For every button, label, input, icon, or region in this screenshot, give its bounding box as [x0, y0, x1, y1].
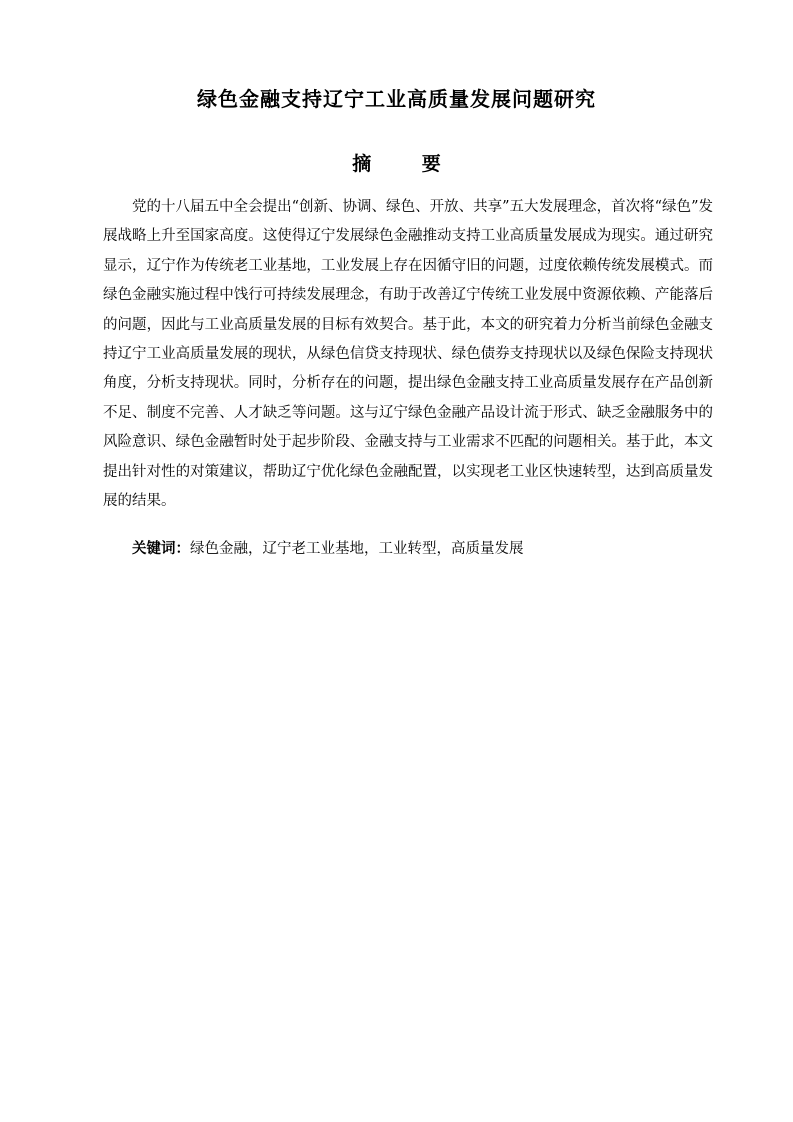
abstract-paragraph: 党的十八届五中全会提出“创新、协调、绿色、开放、共享”五大发展理念，首次将“绿色”发展战略上升至国家高度。这使得辽宁发展绿色金融推动支持工业高质量发展成为现实。通过研究显示，辽宁作为传统老工业基地，工业发展上存在因循守旧的问题，过度依赖传统发展模式。而绿色金融实施过程中饯行可持续发展理念，有助于改善辽宁传统工业发展中资源依赖、产能落后的问题，因此与工业高质量发展的目标有效契合。基于此，本文的研究着力分析当前绿色金融支持辽宁工业高质量发展的现状，从绿色信贷支持现状、绿色债券支持现状以及绿色保险支持现状角度，分析支持现状。同时，分析存在的问题，提出绿色金融支持工业高质量发展存在产品创新不足、制度不完善、人才缺乏等问题。这与辽宁绿色金融产品设计流于形式、缺乏金融服务中的风险意识、绿色金融暂时处于起步阶段、金融支持与工业需求不匹配的问题相关。基于此，本文提出针对性的对策建议，帮助辽宁优化绿色金融配置，以实现老工业区快速转型，达到高质量发展的结果。 — [103, 199, 713, 510]
document-title: 绿色金融支持辽宁工业高质量发展问题研究 — [197, 87, 596, 111]
abstract-heading: 摘 要 — [352, 153, 463, 175]
keywords-label: 关键词： — [132, 541, 190, 557]
keywords-text: 绿色金融，辽宁老工业基地，工业转型，高质量发展 — [190, 541, 524, 557]
keywords-line — [132, 535, 712, 564]
